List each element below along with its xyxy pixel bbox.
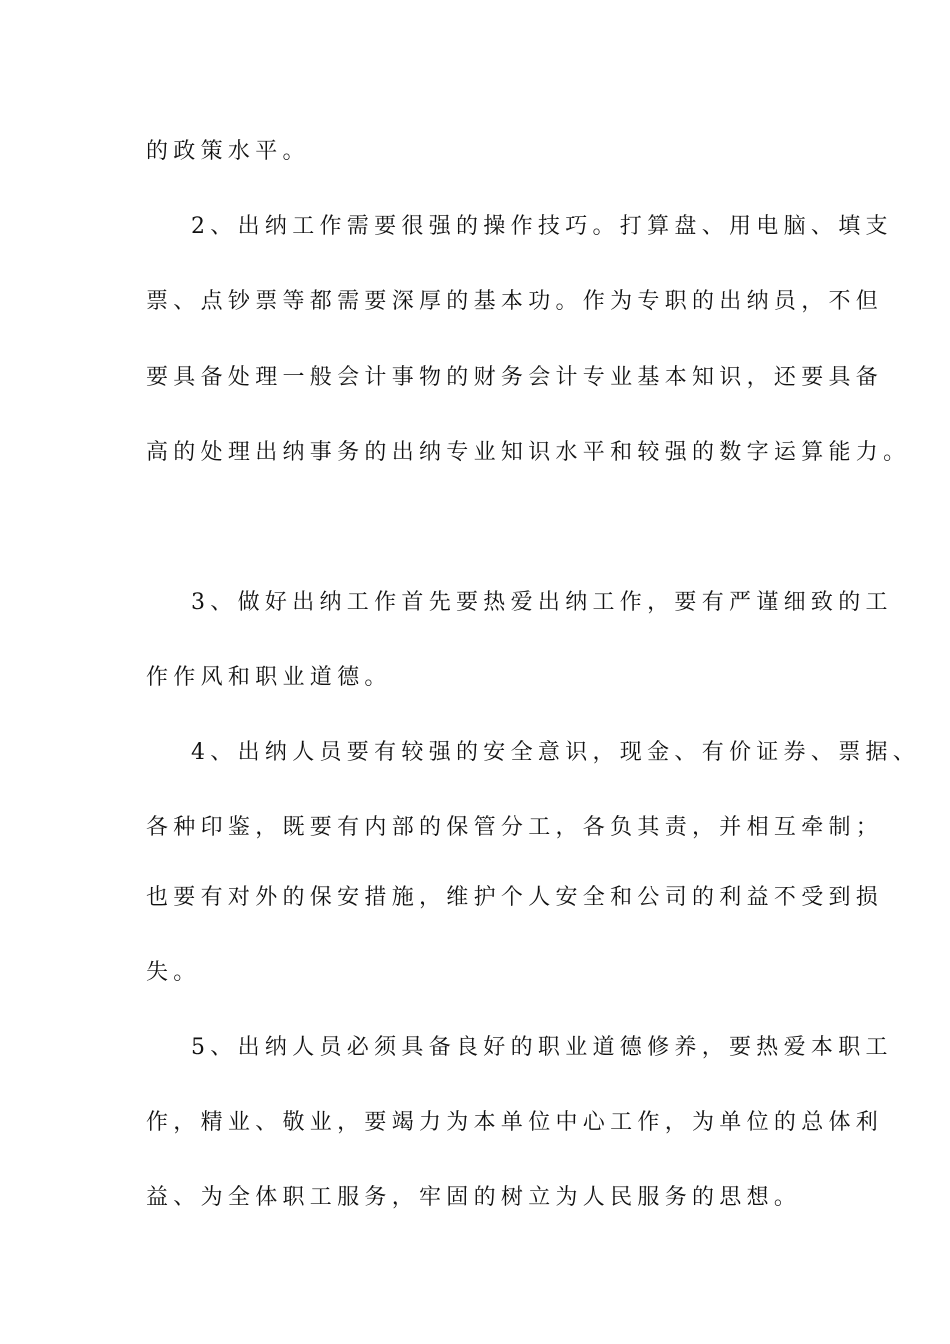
text-line: 票、点钞票等都需要深厚的基本功。作为专职的出纳员，不但 [146,289,884,314]
text-line: 作，精业、敬业，要竭力为本单位中心工作，为单位的总体利 [146,1110,884,1135]
text-line: 失。 [146,960,201,985]
text-line: 益、为全体职工服务，牢固的树立为人民服务的思想。 [146,1185,802,1210]
text-line: 高的处理出纳事务的出纳专业知识水平和较强的数字运算能力。 [146,440,911,465]
paragraph-5-line-1: 5、出纳人员必须具备良好的职业道德修养，要热爱本职工 [191,1035,893,1060]
paragraph-3-line-1: 3、做好出纳工作首先要热爱出纳工作，要有严谨细致的工 [191,590,893,615]
text-line: 作作风和职业道德。 [146,665,392,690]
paragraph-4-line-1: 4、出纳人员要有较强的安全意识，现金、有价证券、票据、 [191,740,921,765]
text-line: 要具备处理一般会计事物的财务会计专业基本知识，还要具备 [146,365,884,390]
text-line: 各种印鉴，既要有内部的保管分工，各负其责，并相互牵制； [146,815,884,840]
text-line: 的政策水平。 [146,139,310,164]
paragraph-2-line-1: 2、出纳工作需要很强的操作技巧。打算盘、用电脑、填支 [191,214,893,239]
text-line: 也要有对外的保安措施，维护个人安全和公司的利益不受到损 [146,885,884,910]
